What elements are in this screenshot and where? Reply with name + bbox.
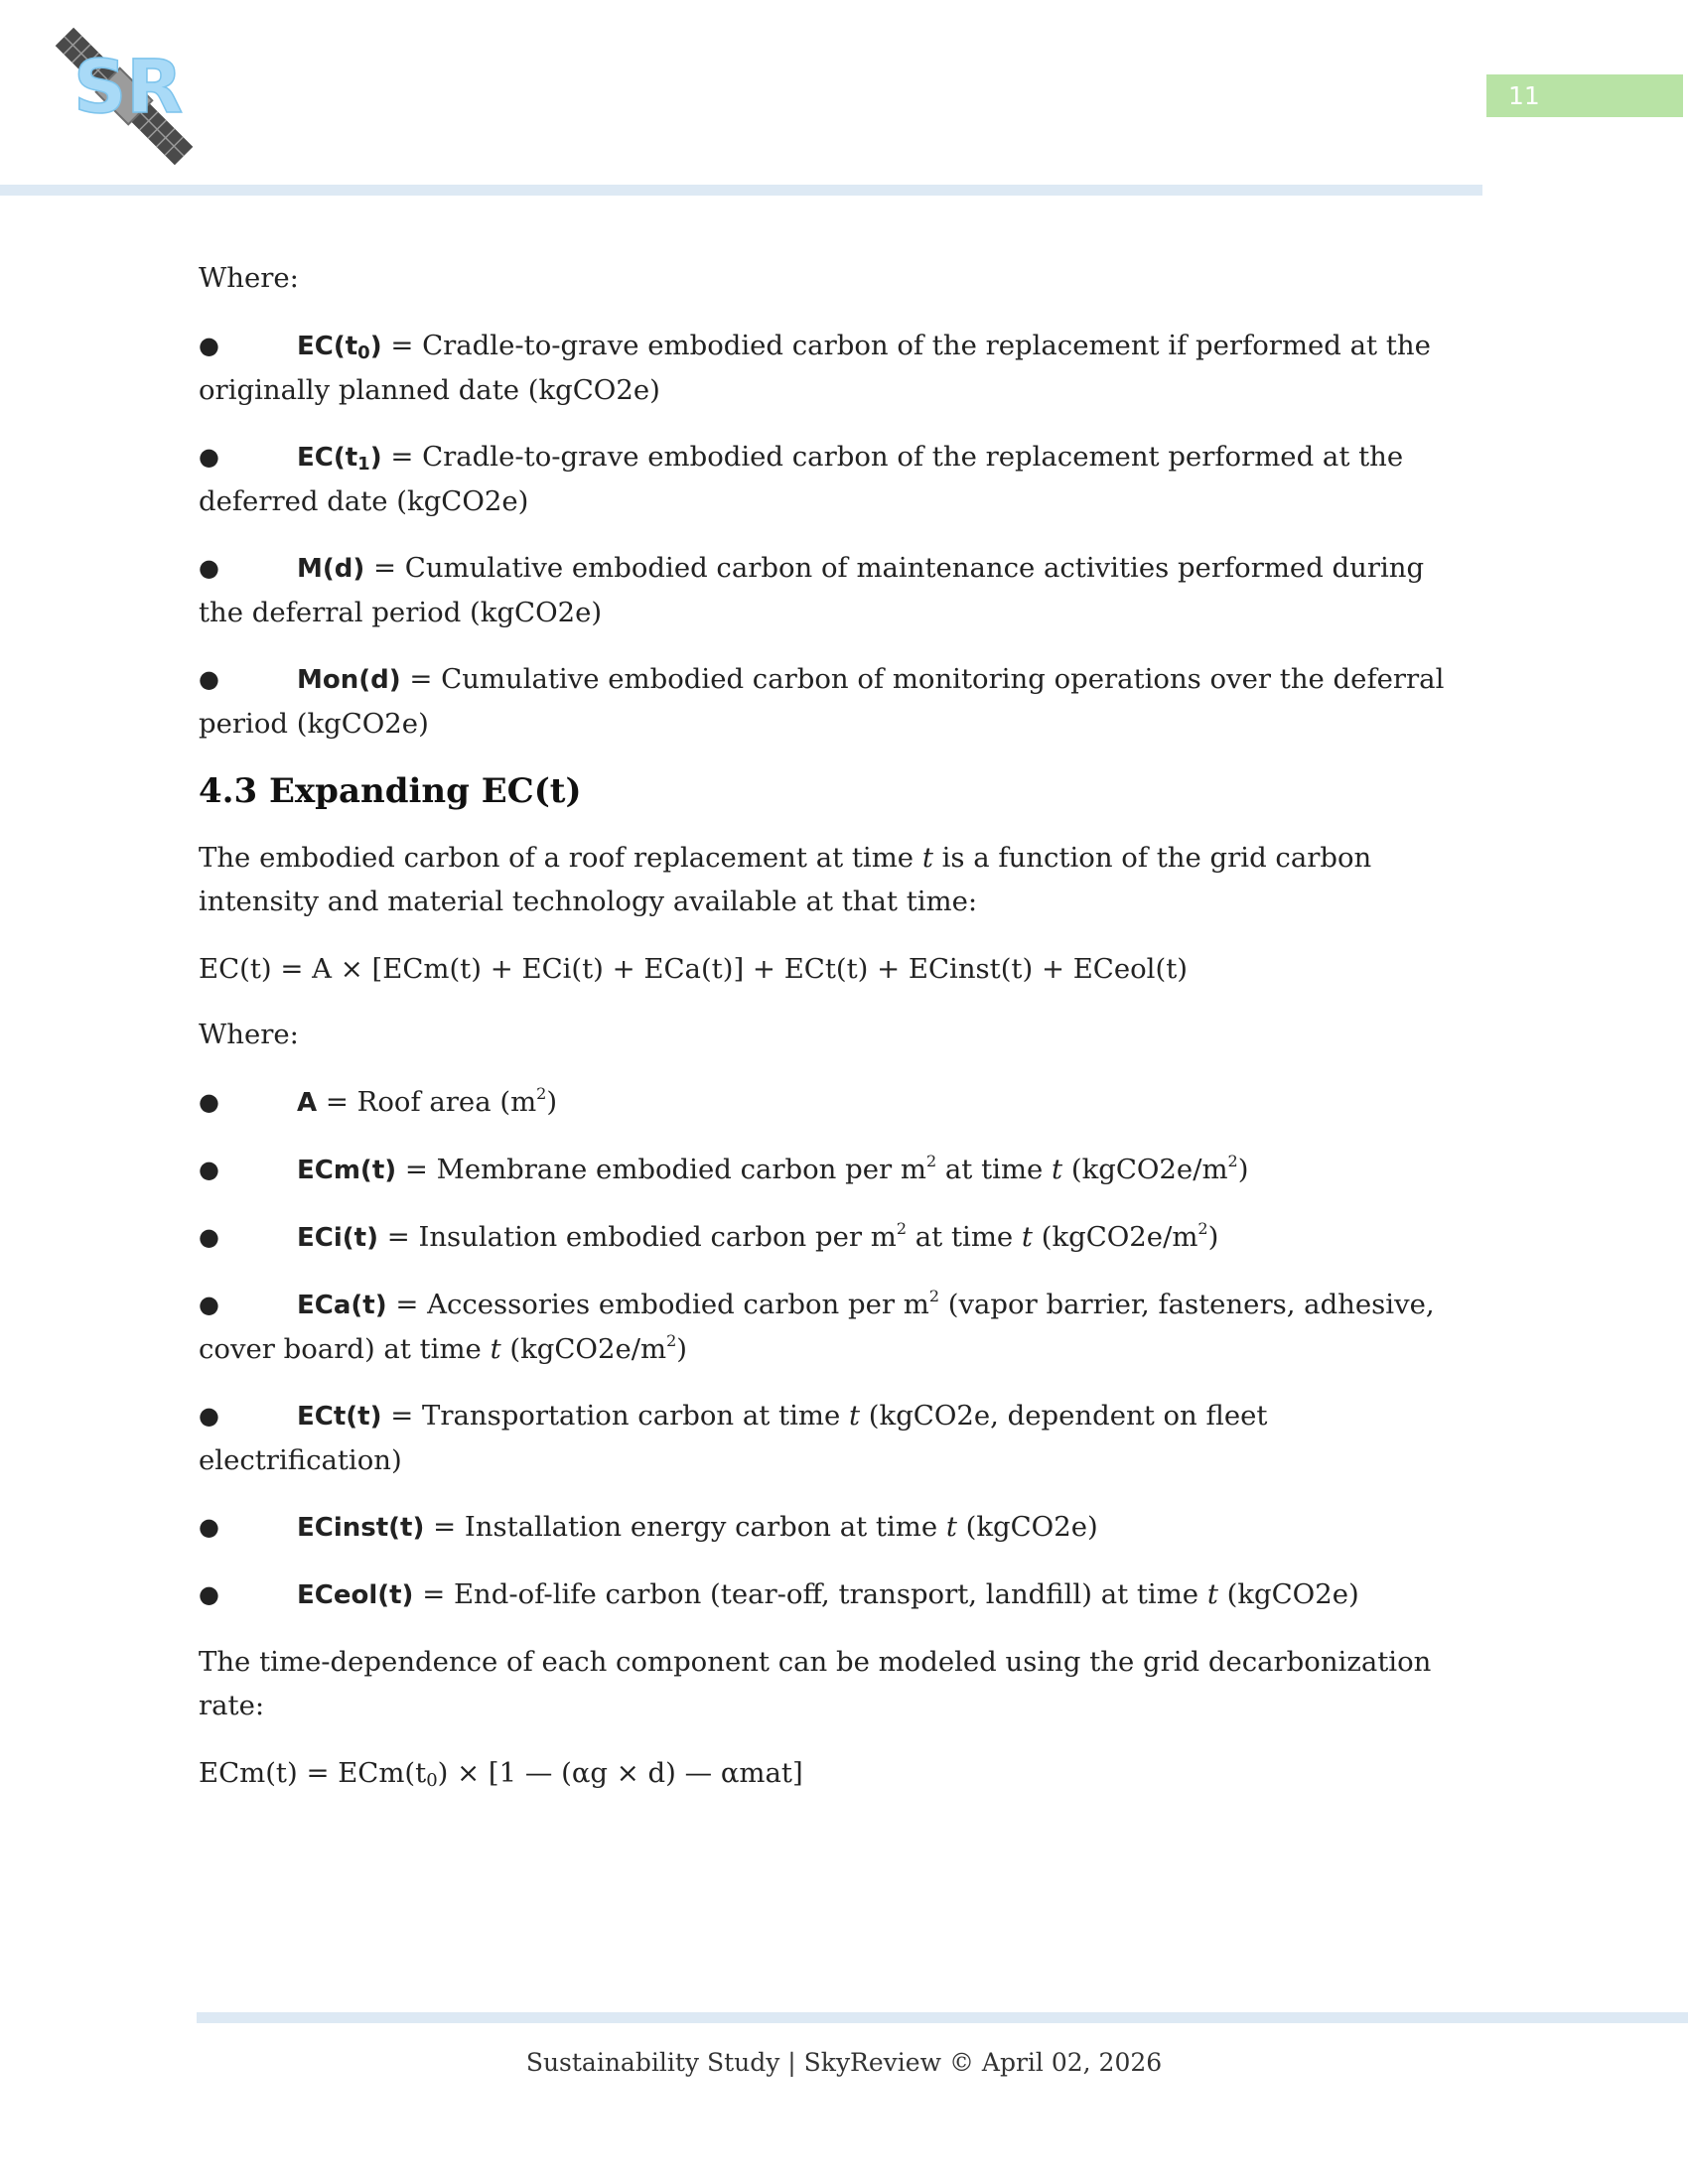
list-item — [199, 435, 1470, 523]
term: ECt(t) — [297, 1402, 382, 1432]
list-item — [199, 1505, 1470, 1550]
list-item — [199, 1283, 1470, 1371]
term: ECa(t) — [297, 1291, 387, 1320]
header-divider — [0, 185, 1482, 196]
bullet-icon: ● — [199, 665, 219, 693]
bullet-icon: ● — [199, 1291, 219, 1318]
definition: = Roof area $(m^2)$ — [317, 1084, 558, 1118]
bullet-icon: ● — [199, 1156, 219, 1183]
formula-ecm: $ECm(t) = ECm(t_0) \times [1$ — (αg × d) — αmat] — [199, 1757, 803, 1791]
list-item — [199, 1215, 1470, 1260]
page-content — [199, 256, 1470, 1817]
bullet-icon: ● — [199, 1580, 219, 1608]
term: $EC(t_1)$ — [297, 443, 382, 475]
satellite-logo-icon — [40, 25, 209, 169]
closing-paragraph: The time-dependence of each component can be modeled using the grid decarbonization rate: — [199, 1646, 1432, 1721]
section-heading: 4.3 Expanding EC(t) — [199, 771, 582, 811]
list-item — [199, 657, 1470, 746]
definition: = End-of-life carbon (tear-off, transport, landfill) at time t (kgCO2e) — [413, 1578, 1359, 1610]
term: ECm(t) — [297, 1156, 397, 1185]
bullet-icon: ● — [199, 443, 219, 471]
definition: = Insulation embodied carbon per $m^2$ at time t $(kgCO2e/m^2)$ — [377, 1219, 1219, 1253]
list-item — [199, 1572, 1470, 1617]
logo-letter-s: SR — [73, 45, 184, 130]
term: $EC(t_0)$ — [297, 332, 382, 363]
bullet-icon: ● — [199, 554, 219, 582]
footer-text: Sustainability Study | SkyReview © April 02, 2026 — [525, 2048, 1163, 2077]
term: ECi(t) — [297, 1223, 378, 1253]
where-label: Where: — [199, 1019, 299, 1050]
term: M(d) — [297, 554, 365, 584]
term: A — [297, 1088, 318, 1118]
bullet-icon: ● — [199, 1088, 219, 1116]
bullet-icon: ● — [199, 1513, 219, 1541]
list-item — [199, 324, 1470, 412]
definition: = Cumulative embodied carbon of monitoring operations over the deferral period (kgCO2e) — [199, 663, 1445, 740]
bullet-icon: ● — [199, 332, 219, 359]
bullet-icon: ● — [199, 1223, 219, 1251]
definition: = Installation energy carbon at time t (kgCO2e) — [424, 1511, 1098, 1543]
intro-paragraph: The embodied carbon of a roof replacement at time t is a function of the grid carbon intensity and material technology available at that time: — [199, 842, 1372, 917]
definition: = Transportation carbon at time t (kgCO2e, dependent on fleet electrification) — [199, 1400, 1268, 1476]
definition: = Cradle-to-grave embodied carbon of the replacement if performed at the originally planned date (kgCO2e) — [199, 330, 1431, 406]
list-item — [199, 546, 1470, 634]
definition: = Cradle-to-grave embodied carbon of the replacement performed at the deferred date (kgCO2e) — [199, 441, 1404, 517]
formula-ec: EC(t) = A × [ECm(t) + ECi(t) + ECa(t)] + ECt(t) + ECinst(t) + ECeol(t) — [199, 953, 1188, 985]
term: ECeol(t) — [297, 1580, 414, 1610]
term: ECinst(t) — [297, 1513, 425, 1543]
term: Mon(d) — [297, 665, 401, 695]
list-item — [199, 1148, 1470, 1192]
page-number: 11 — [1486, 74, 1683, 117]
list-item — [199, 1080, 1470, 1125]
definition: = Membrane embodied carbon per $m^2$ at time t $(kgCO2e/m^2)$ — [396, 1152, 1249, 1185]
definition: = Cumulative embodied carbon of maintenance activities performed during the deferral period (kgCO2e) — [199, 552, 1425, 628]
definition: = Accessories embodied carbon per $m^2$ (vapor barrier, fasteners, adhesive, cover board) at time t $(kgCO2e/m^2)$ — [199, 1287, 1435, 1365]
bullet-icon: ● — [199, 1402, 219, 1430]
logo — [40, 25, 209, 169]
list-item — [199, 1394, 1470, 1482]
footer-divider — [197, 2012, 1688, 2023]
where-label: Where: — [199, 262, 299, 294]
